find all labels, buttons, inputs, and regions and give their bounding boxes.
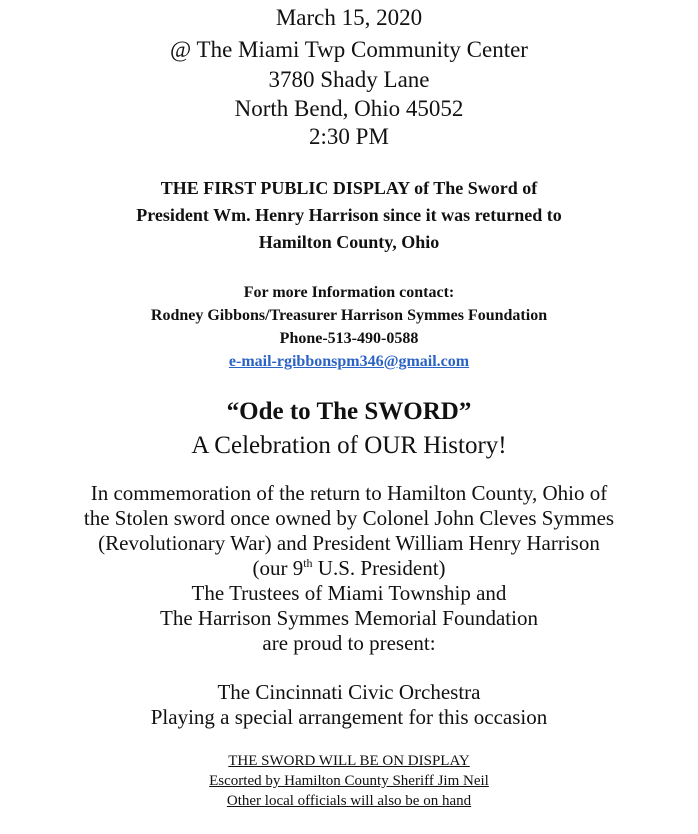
announcement-line-3: Hamilton County, Ohio	[258, 232, 440, 252]
contact-email-row	[0, 353, 698, 371]
event-date: March 15, 2020	[275, 5, 423, 30]
event-venue: @ The Miami Twp Community Center	[170, 37, 528, 62]
event-street: 3780 Shady Lane	[268, 67, 430, 92]
body-line-2: the Stolen sword once owned by Colonel John Cleves Symmes	[83, 506, 615, 530]
body-line-4	[0, 556, 698, 581]
body-line-4-pre: (our 9	[252, 556, 304, 580]
footer-line-2: Escorted by Hamilton County Sheriff Jim Neil	[209, 773, 489, 789]
contact-person: Rodney Gibbons/Treasurer Harrison Symmes Foundation	[150, 307, 548, 324]
event-city: North Bend, Ohio 45052	[234, 96, 464, 121]
contact-phone: Phone-513-490-0588	[279, 330, 419, 347]
body-line-4-post: U.S. President)	[312, 556, 446, 580]
body-line-1: In commemoration of the return to Hamilton County, Ohio of	[90, 481, 608, 505]
event-time: 2:30 PM	[309, 124, 389, 149]
body-line-6: The Harrison Symmes Memorial Foundation	[160, 606, 538, 630]
orchestra-name: The Cincinnati Civic Orchestra	[217, 680, 481, 704]
announcement-line-1: THE FIRST PUBLIC DISPLAY of The Sword of	[160, 178, 538, 198]
footer-line-1: THE SWORD WILL BE ON DISPLAY	[228, 753, 470, 769]
announcement-line-2: President Wm. Henry Harrison since it was returned to	[136, 205, 562, 225]
contact-email-link[interactable]: e-mail-rgibbonspm346@gmail.com	[228, 353, 470, 370]
body-line-4-sup: th	[303, 556, 313, 570]
footer-line-3: Other local officials will also be on hand	[226, 793, 472, 809]
orchestra-note: Playing a special arrangement for this occasion	[150, 705, 548, 729]
body-line-7: are proud to present:	[262, 631, 436, 655]
ode-title: “Ode to The SWORD”	[226, 398, 472, 425]
celebration-subtitle: A Celebration of OUR History!	[191, 432, 507, 459]
body-line-5: The Trustees of Miami Township and	[191, 581, 507, 605]
contact-heading: For more Information contact:	[243, 284, 455, 301]
body-line-3: (Revolutionary War) and President William Henry Harrison	[98, 531, 600, 555]
